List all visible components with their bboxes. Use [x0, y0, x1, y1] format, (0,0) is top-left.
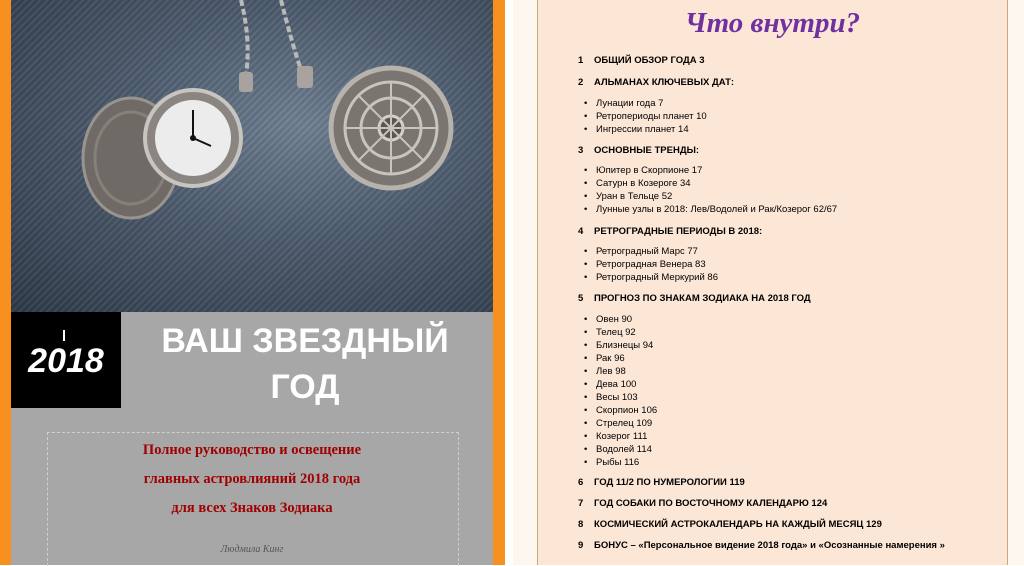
toc-item: • Лунные узлы в 2018: Лев/Водолей и Рак/Козерог 62/67 — [596, 204, 837, 215]
toc-section-title: РЕТРОГРАДНЫЕ ПЕРИОДЫ В 2018: — [594, 226, 763, 237]
toc-item: • Ретроградный Марс 77 — [596, 246, 698, 257]
toc-item: • Козерог 111 — [596, 431, 647, 442]
toc-item: • Рыбы 116 — [596, 457, 639, 468]
toc-item: • Сатурн в Козероге 34 — [596, 178, 691, 189]
toc-item: • Ингрессии планет 14 — [596, 124, 689, 135]
toc-section-title: ГОД 11/2 ПО НУМЕРОЛОГИИ 119 — [594, 477, 745, 488]
toc-item: • Овен 90 — [596, 314, 632, 325]
toc-section — [578, 77, 734, 88]
book-cover — [0, 0, 505, 565]
year-badge — [11, 312, 121, 408]
toc-section-title: КОСМИЧЕСКИЙ АСТРОКАЛЕНДАРЬ НА КАЖДЫЙ МЕСЯЦ 129 — [594, 519, 882, 530]
toc-title: Что внутри? — [684, 7, 861, 39]
cover-subtitle — [47, 436, 457, 523]
toc-item: • Весы 103 — [596, 392, 638, 403]
toc-section-number: 1 — [578, 55, 584, 66]
toc-section — [578, 540, 945, 551]
toc-item: • Ретроградный Меркурий 86 — [596, 272, 718, 283]
table-of-contents — [537, 0, 1008, 565]
toc-item: • Рак 96 — [596, 353, 625, 364]
toc-item: • Юпитер в Скорпионе 17 — [596, 165, 702, 176]
toc-section-number: 7 — [578, 498, 584, 509]
toc-item: • Стрелец 109 — [596, 418, 652, 429]
toc-section — [578, 55, 705, 66]
toc-section-title: ПРОГНОЗ ПО ЗНАКАМ ЗОДИАКА НА 2018 ГОД — [594, 293, 811, 304]
toc-section — [578, 145, 699, 156]
toc-section-number: 2 — [578, 77, 584, 88]
subtitle-line: главных астровлияний 2018 года — [143, 471, 361, 487]
toc-section-number: 5 — [578, 293, 584, 304]
toc-section — [578, 498, 827, 509]
subtitle-line: для всех Знаков Зодиака — [171, 500, 333, 516]
cover-title — [140, 318, 470, 410]
toc-section-number: 4 — [578, 226, 584, 237]
toc-section-title: ОБЩИЙ ОБЗОР ГОДА 3 — [594, 55, 705, 66]
toc-section-number: 9 — [578, 540, 584, 551]
toc-section-number: 8 — [578, 519, 584, 530]
cover-title-line-2: ГОД — [270, 368, 340, 406]
toc-section-title: ОСНОВНЫЕ ТРЕНДЫ: — [594, 145, 700, 156]
toc-item: • Ретроградная Венера 83 — [596, 259, 706, 270]
toc-item: • Скорпион 106 — [596, 405, 657, 416]
toc-section-title: БОНУС – «Персональное видение 2018 года» и «Осознанные намерения » — [594, 540, 945, 551]
toc-item: • Близнецы 94 — [596, 340, 653, 351]
toc-item: • Водолей 114 — [596, 444, 652, 455]
toc-section — [578, 477, 745, 488]
toc-item: • Телец 92 — [596, 327, 636, 338]
toc-section-title: ГОД СОБАКИ ПО ВОСТОЧНОМУ КАЛЕНДАРЮ 124 — [594, 498, 828, 509]
toc-item: • Уран в Тельце 52 — [596, 191, 672, 202]
toc-item: • Лунации года 7 — [596, 98, 663, 109]
toc-section — [578, 293, 811, 304]
cover-title-line-1: ВАШ ЗВЕЗДНЫЙ — [161, 322, 449, 360]
subtitle-line: Полное руководство и освещение — [142, 442, 362, 458]
cover-author: Людмила Кинг — [220, 544, 284, 555]
toc-item: • Лев 98 — [596, 366, 626, 377]
toc-section — [578, 226, 762, 237]
toc-item: • Дева 100 — [596, 379, 636, 390]
pocket-watch-illustration — [11, 0, 493, 312]
toc-section-number: 3 — [578, 145, 584, 156]
toc-section — [578, 519, 882, 530]
cover-year: 2018 — [28, 342, 104, 380]
cover-photo-pocket-watches — [11, 0, 493, 312]
toc-item: • Ретропериоды планет 10 — [596, 111, 707, 122]
toc-section-title: АЛЬМАНАХ КЛЮЧЕВЫХ ДАТ: — [594, 77, 734, 88]
toc-section-number: 6 — [578, 477, 584, 488]
